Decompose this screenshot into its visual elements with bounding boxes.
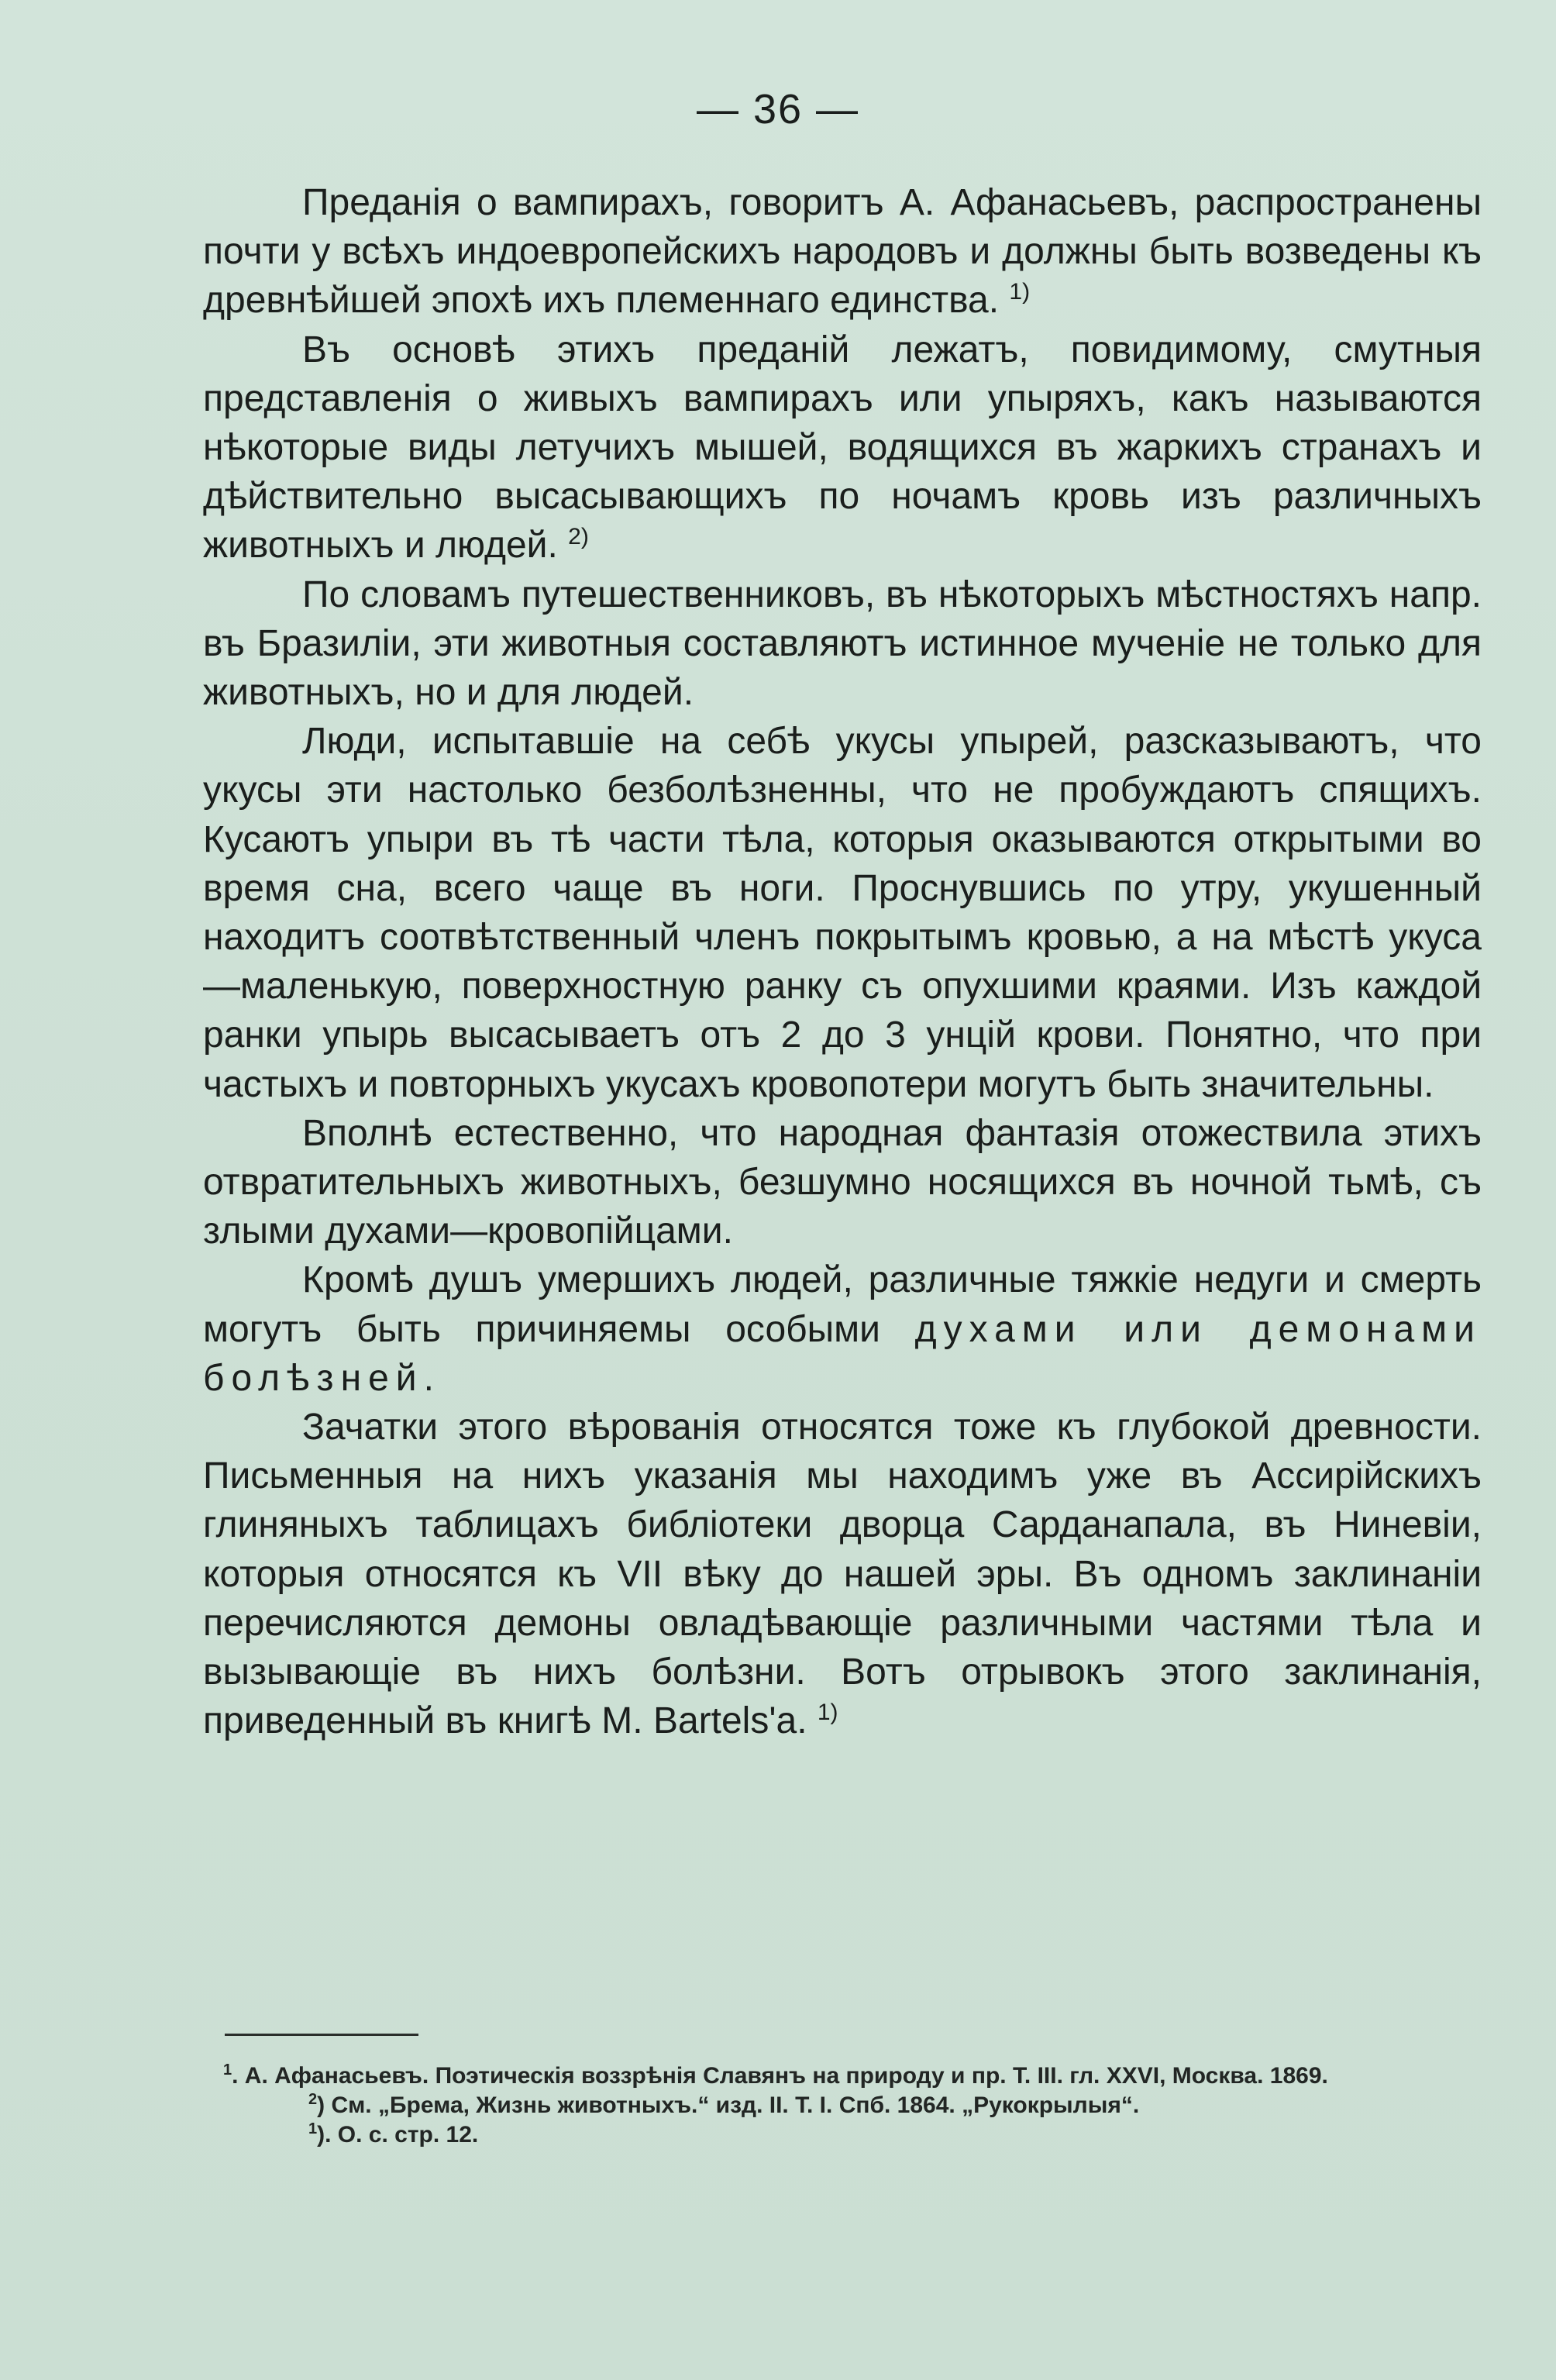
- footnote-mark: 1: [308, 2120, 318, 2137]
- paragraph-living-vampires: [203, 325, 1482, 570]
- paragraph-text-end: .: [423, 1357, 434, 1399]
- paragraph-travelers: [203, 570, 1482, 718]
- footnote-mark: 1: [223, 2061, 232, 2079]
- footnote: [223, 2120, 1479, 2150]
- footnote-text: ) См. „Брема, Жизнь животныхъ.“ изд. II. Т. I. Спб. 1864. „Рукокрылыя“.: [317, 2092, 1140, 2118]
- paragraph-text: Преданія о вампирахъ, говоритъ А. Афанасьевъ, распространены почти у всѣхъ индоевропейскихъ народовъ и должны быть возведены къ древнѣйшей эпохѣ ихъ племеннаго единства.: [203, 182, 1482, 322]
- footnote-mark: 2: [308, 2091, 318, 2108]
- footnote-text: ). О. с. стр. 12.: [317, 2122, 479, 2148]
- footnote-divider: [225, 2034, 418, 2036]
- paragraph-bites: [203, 717, 1482, 1109]
- paragraph-folk-fantasy: [203, 1109, 1482, 1256]
- main-text: [203, 178, 1482, 1746]
- paragraph-text: Вполнѣ естественно, что народная фантазія отожествила этихъ отвратительныхъ животныхъ, безшумно носящихся въ ночной тьмѣ, съ злыми духами—кровопійцами.: [203, 1112, 1482, 1252]
- footnote: [223, 2091, 1479, 2120]
- footnote-text: . А. Афанасьевъ. Поэтическія воззрѣнія Славянъ на природу и пр. Т. III. гл. XXVI, Москва. 1869.: [232, 2063, 1328, 2089]
- footnote-ref: 1): [817, 1700, 838, 1726]
- spaced-emphasis: духами или демонами болѣзней: [203, 1308, 1482, 1399]
- paragraph-text: Люди, испытавшіе на себѣ укусы упырей, разсказываютъ, что укусы эти настолько безболѣзненны, что не пробуждаютъ спящихъ. Кусаютъ упыри въ тѣ части тѣла, которыя оказываются открытыми во время сна, всего чаще въ ноги. Проснувшись по утру, укушенный находитъ соотвѣтственный членъ покрытымъ кровью, а на мѣстѣ укуса—маленькую, поверхностную ранку съ опухшими краями. Изъ каждой ранки упырь высасываетъ отъ 2 до 3 унцій крови. Понятно, что при частыхъ и повторныхъ укусахъ кровопотери могутъ быть значительны.: [203, 721, 1482, 1105]
- page-number: — 36 —: [696, 86, 860, 133]
- footnotes: [223, 2061, 1479, 2150]
- paragraph-demons: [203, 1255, 1482, 1403]
- paragraph-vampire-legends: [203, 178, 1482, 325]
- footnote-ref: 1): [1009, 279, 1031, 305]
- paragraph-text: По словамъ путешественниковъ, въ нѣкоторыхъ мѣстностяхъ напр. въ Бразиліи, эти животныя составляютъ истинное мученіе не только для животныхъ, но и для людей.: [203, 573, 1482, 714]
- paragraph-assyrian: [203, 1403, 1482, 1745]
- paragraph-text: Кромѣ душъ умершихъ людей, различные тяжкіе недуги и смерть могутъ быть причиняемы особыми: [203, 1259, 1482, 1350]
- footnote-ref: 2): [568, 524, 589, 550]
- paragraph-text: Зачатки этого вѣрованія относятся тоже къ глубокой древности. Письменныя на нихъ указанія мы находимъ уже въ Ассирійскихъ глиняныхъ таблицахъ библіотеки дворца Сарданапала, въ Ниневіи, которыя относятся къ VII вѣку до нашей эры. Въ одномъ заклинаніи перечисляются демоны овладѣвающіе различными частями тѣла и вызывающіе въ нихъ болѣзни. Вотъ отрывокъ этого заклинанія, приведенный въ книгѣ M. Bartels'a.: [203, 1407, 1482, 1742]
- footnote: [223, 2061, 1479, 2091]
- paragraph-text: Въ основѣ этихъ преданій лежатъ, повидимому, смутныя представленія о живыхъ вампирахъ или упыряхъ, какъ называются нѣкоторые виды летучихъ мышей, водящихся въ жаркихъ странахъ и дѣйствительно высасывающихъ по ночамъ кровь изъ различныхъ животныхъ и людей.: [203, 329, 1482, 567]
